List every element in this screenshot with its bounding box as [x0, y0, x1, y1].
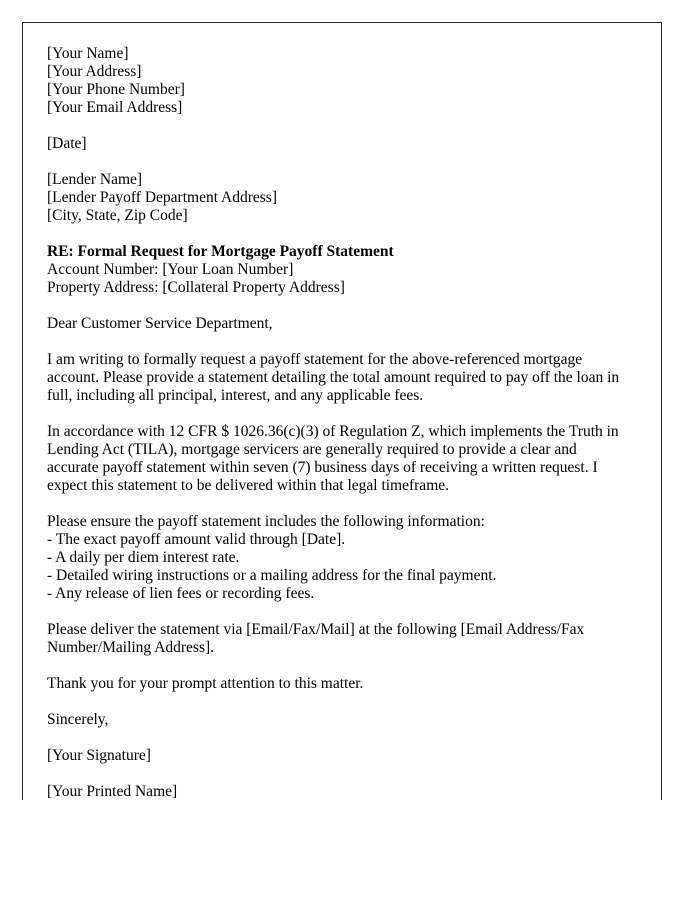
- closing-salutation: Sincerely,: [47, 711, 109, 728]
- recipient-address-block: [47, 171, 627, 225]
- body-paragraph-delivery: Please deliver the statement via [Email/Fax/Mail] at the following [Email Address/Fax Number/Mailing Address].: [47, 621, 585, 656]
- closing-block: [47, 711, 627, 729]
- signature-block: [47, 747, 627, 765]
- subject-block: [47, 243, 627, 297]
- requirement-item: - Any release of lien fees or recording fees.: [47, 585, 315, 602]
- sender-email-address: [Your Email Address]: [47, 99, 183, 116]
- re-subject-line: RE: Formal Request for Mortgage Payoff Statement: [47, 243, 394, 260]
- body-paragraph-regulation: In accordance with 12 CFR $ 1026.36(c)(3) of Regulation Z, which implements the Truth in Lending Act (TILA), mortgage servicers are generally required to provide a clear and accurate payoff statement within seven (7) business days of receiving a written request. I expect this statement to be delivered within that legal timeframe.: [47, 423, 619, 494]
- date-block: [47, 135, 627, 153]
- requirement-item: - The exact payoff amount valid through [Date].: [47, 531, 346, 548]
- requirement-item: - Detailed wiring instructions or a mailing address for the final payment.: [47, 567, 497, 584]
- printed-name-placeholder: [Your Printed Name]: [47, 783, 178, 800]
- sender-phone-number: [Your Phone Number]: [47, 81, 185, 98]
- lender-name: [Lender Name]: [47, 171, 143, 188]
- body-paragraph-thanks: Thank you for your prompt attention to this matter.: [47, 675, 364, 692]
- salutation-block: [47, 315, 627, 333]
- lender-department-address: [Lender Payoff Department Address]: [47, 189, 277, 206]
- lender-city-state-zip: [City, State, Zip Code]: [47, 207, 188, 224]
- property-address-line: Property Address: [Collateral Property Address]: [47, 279, 345, 296]
- body-paragraph-request: I am writing to formally request a payoff statement for the above-referenced mortgage account. Please provide a statement detailing the total amount required to pay off the loan in full, including all principal, interest, and any applicable fees.: [47, 351, 620, 404]
- account-number-line: Account Number: [Your Loan Number]: [47, 261, 294, 278]
- salutation: Dear Customer Service Department,: [47, 315, 273, 332]
- printed-name-block: [47, 783, 627, 801]
- requirements-intro: Please ensure the payoff statement includes the following information:: [47, 513, 485, 530]
- date-line: [Date]: [47, 135, 87, 152]
- letter-content: [47, 45, 627, 801]
- signature-placeholder: [Your Signature]: [47, 747, 151, 764]
- sender-name: [Your Name]: [47, 45, 129, 62]
- sender-address-block: [47, 45, 627, 117]
- sender-street-address: [Your Address]: [47, 63, 142, 80]
- requirement-item: - A daily per diem interest rate.: [47, 549, 240, 566]
- requirements-block: [47, 513, 627, 603]
- letter-page-frame: [22, 22, 662, 800]
